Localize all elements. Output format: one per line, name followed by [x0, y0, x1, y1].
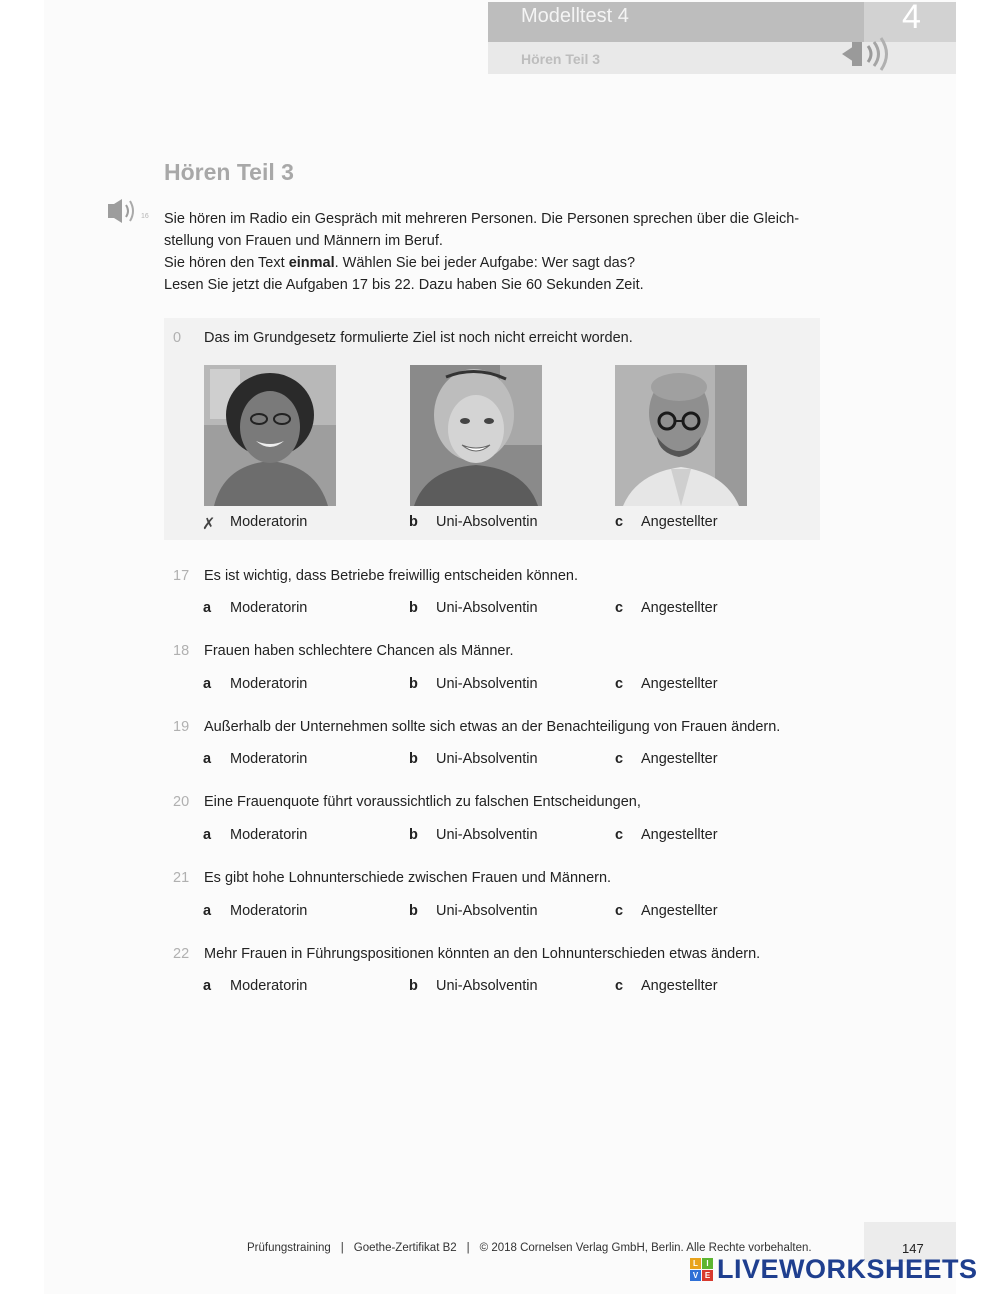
- question-18-option-c-label[interactable]: Angestellter: [641, 676, 718, 692]
- question-21-option-a[interactable]: a: [203, 903, 212, 919]
- question-22-number: 22: [173, 946, 190, 962]
- footer-series: Prüfungstraining: [247, 1242, 331, 1254]
- question-22-option-c-label[interactable]: Angestellter: [641, 978, 718, 994]
- header-test-number: 4: [902, 0, 921, 36]
- question-17-option-c-label[interactable]: Angestellter: [641, 600, 718, 616]
- question-21-option-a-label[interactable]: Moderatorin: [230, 903, 308, 919]
- page-footer: [247, 1242, 812, 1254]
- question-19-option-c-label[interactable]: Angestellter: [641, 751, 718, 767]
- selected-cross-mark: ✗: [202, 516, 216, 533]
- track-number: 16: [141, 213, 149, 220]
- footer-separator: |: [466, 1242, 470, 1254]
- example-option-a-label[interactable]: Moderatorin: [230, 514, 308, 530]
- question-22-option-b-label[interactable]: Uni-Absolventin: [436, 978, 538, 994]
- question-17-option-a[interactable]: a: [203, 600, 212, 616]
- question-21-option-b-label[interactable]: Uni-Absolventin: [436, 903, 538, 919]
- question-18-option-b[interactable]: b: [409, 676, 418, 692]
- question-19-option-b[interactable]: b: [409, 751, 418, 767]
- footer-separator: |: [340, 1242, 344, 1254]
- question-19-option-c[interactable]: c: [615, 751, 624, 767]
- liveworksheets-wordmark: LIVEWORKSHEETS: [717, 1254, 978, 1284]
- question-22-option-a-label[interactable]: Moderatorin: [230, 978, 308, 994]
- question-17-option-b-label[interactable]: Uni-Absolventin: [436, 600, 538, 616]
- instructions: [164, 208, 804, 296]
- intro-line-4: Lesen Sie jetzt die Aufgaben 17 bis 22. Dazu haben Sie 60 Sekunden Zeit.: [164, 277, 644, 293]
- question-22-option-b[interactable]: b: [409, 978, 418, 994]
- photo-uni-absolventin: [410, 365, 542, 506]
- question-18-option-a-label[interactable]: Moderatorin: [230, 676, 308, 692]
- question-20-option-b[interactable]: b: [409, 827, 418, 843]
- question-21-option-b[interactable]: b: [409, 903, 418, 919]
- question-19-text: Außerhalb der Unternehmen sollte sich etwas an der Benachteiligung von Frauen ändern.: [204, 719, 781, 735]
- question-20-option-b-label[interactable]: Uni-Absolventin: [436, 827, 538, 843]
- question-18-option-b-label[interactable]: Uni-Absolventin: [436, 676, 538, 692]
- question-21-number: 21: [173, 870, 190, 886]
- question-20-option-a[interactable]: a: [203, 827, 212, 843]
- question-20-option-a-label[interactable]: Moderatorin: [230, 827, 308, 843]
- example-option-c-label[interactable]: Angestellter: [641, 514, 718, 530]
- question-20-text: Eine Frauenquote führt voraussichtlich zu falschen Entscheidungen,: [204, 794, 641, 810]
- intro-line-1: Sie hören im Radio ein Gespräch mit mehreren Personen. Die Personen sprechen über die Gleich-: [164, 211, 800, 227]
- header-subtitle: Hören Teil 3: [521, 51, 601, 67]
- question-20-option-c-label[interactable]: Angestellter: [641, 827, 718, 843]
- section-title: Hören Teil 3: [164, 159, 294, 185]
- example-number: 0: [173, 330, 182, 346]
- audio-track-icon[interactable]: [106, 198, 146, 224]
- question-19-option-a-label[interactable]: Moderatorin: [230, 751, 308, 767]
- question-17-option-c[interactable]: c: [615, 600, 624, 616]
- footer-exam: Goethe-Zertifikat B2: [353, 1242, 457, 1254]
- example-option-b-letter[interactable]: b: [409, 514, 418, 530]
- question-19-number: 19: [173, 719, 190, 735]
- question-21-option-c-label[interactable]: Angestellter: [641, 903, 718, 919]
- header-title: Modelltest 4: [521, 5, 629, 27]
- question-17-number: 17: [173, 568, 190, 584]
- liveworksheets-grid-icon: L I V E: [690, 1258, 714, 1282]
- question-22-option-c[interactable]: c: [615, 978, 624, 994]
- photo-angestellter: [615, 365, 747, 506]
- intro-line-3: Sie hören den Text einmal. Wählen Sie bei jeder Aufgabe: Wer sagt das?: [164, 255, 636, 271]
- question-18-option-a[interactable]: a: [203, 676, 212, 692]
- intro-emphasis: einmal: [288, 255, 335, 271]
- liveworksheets-logo[interactable]: [690, 1256, 990, 1286]
- example-option-c-letter[interactable]: c: [615, 514, 624, 530]
- example-question: Das im Grundgesetz formulierte Ziel ist noch nicht erreicht worden.: [204, 330, 633, 346]
- intro-line-2: stellung von Frauen und Männern im Beruf.: [164, 233, 443, 249]
- example-option-b-label[interactable]: Uni-Absolventin: [436, 514, 538, 530]
- question-21-option-c[interactable]: c: [615, 903, 624, 919]
- question-17-option-b[interactable]: b: [409, 600, 418, 616]
- question-22-option-a[interactable]: a: [203, 978, 212, 994]
- question-19-option-b-label[interactable]: Uni-Absolventin: [436, 751, 538, 767]
- question-22-text: Mehr Frauen in Führungspositionen könnten an den Lohnunterschieden etwas ändern.: [204, 946, 761, 962]
- question-18-number: 18: [173, 643, 190, 659]
- question-19-option-a[interactable]: a: [203, 751, 212, 767]
- footer-copyright: © 2018 Cornelsen Verlag GmbH, Berlin. Alle Rechte vorbehalten.: [479, 1242, 812, 1254]
- question-20-option-c[interactable]: c: [615, 827, 624, 843]
- speaker-icon: [836, 34, 900, 74]
- question-20-number: 20: [173, 794, 190, 810]
- photo-moderatorin: [204, 365, 336, 506]
- page-number: 147: [902, 1241, 924, 1256]
- question-18-option-c[interactable]: c: [615, 676, 624, 692]
- question-18-text: Frauen haben schlechtere Chancen als Männer.: [204, 643, 514, 659]
- question-17-option-a-label[interactable]: Moderatorin: [230, 600, 308, 616]
- question-21-text: Es gibt hohe Lohnunterschiede zwischen Frauen und Männern.: [204, 870, 612, 886]
- question-17-text: Es ist wichtig, dass Betriebe freiwillig entscheiden können.: [204, 568, 578, 584]
